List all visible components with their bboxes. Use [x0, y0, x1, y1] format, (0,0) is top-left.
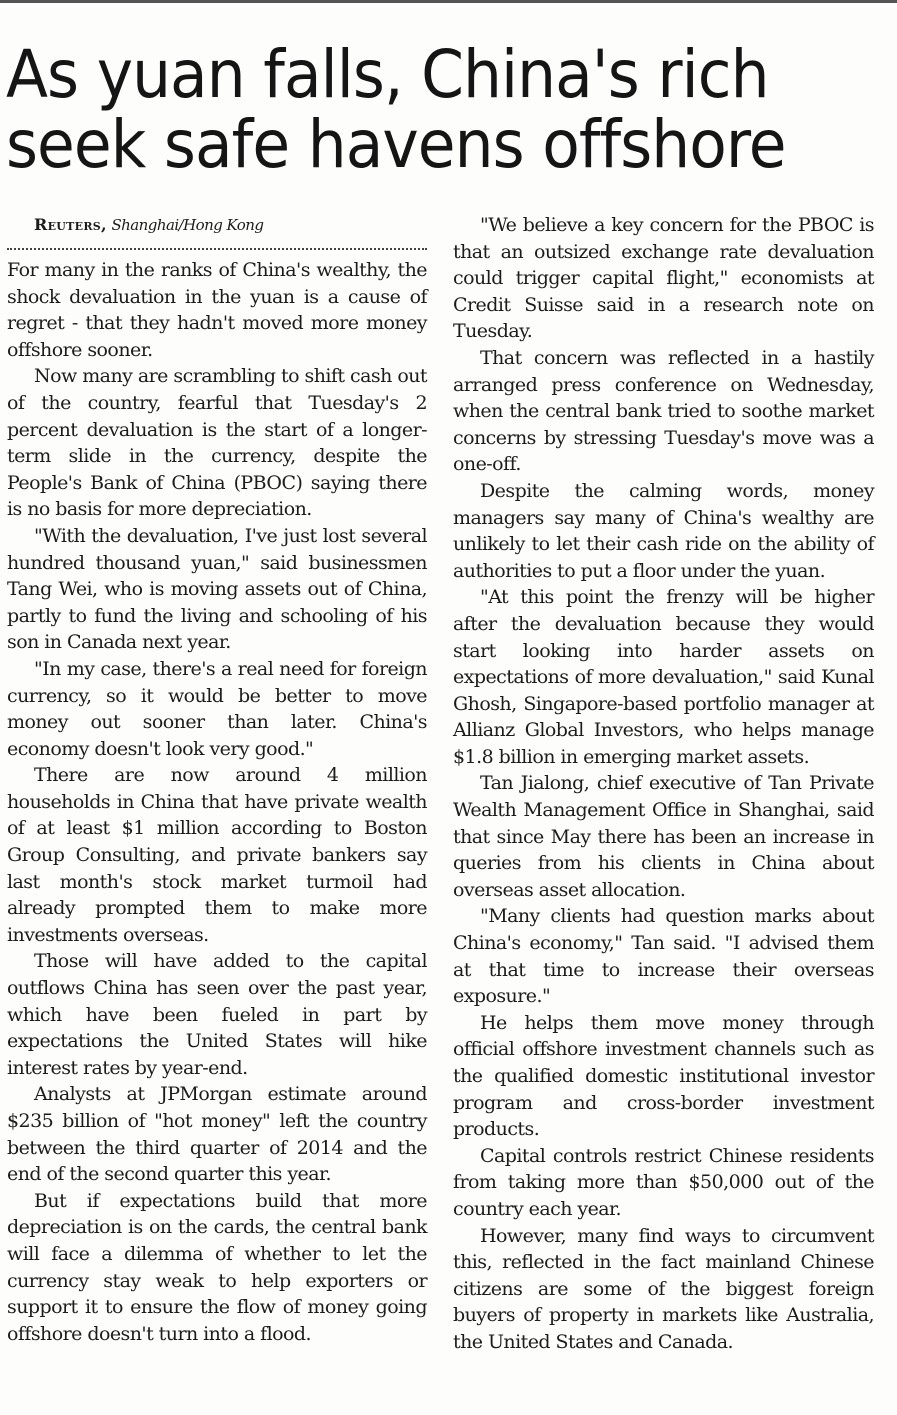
paragraph: Analysts at JPMorgan estimate around $235 billion of "hot money" left the country between the third quarter of 2014 and the end of the second quarter this year.: [7, 1083, 427, 1186]
location: Shanghai/Hong Kong: [111, 216, 264, 234]
paragraph: He helps them move money through official offshore investment channels such as the qualified domestic institutional investor program and cross-border investment products.: [453, 1011, 874, 1141]
headline-line-1: As yuan falls, China's rich: [6, 36, 769, 113]
agency: Reuters,: [34, 215, 107, 234]
dateline: [7, 212, 427, 244]
paragraph: Tan Jialong, chief executive of Tan Private Wealth Management Office in Shanghai, said that since May there has been an increase in queries from his clients in China about overseas asset allocation.: [453, 772, 874, 901]
paragraph: "At this point the frenzy will be higher after the devaluation because they would start looking into harder assets on expectations of more devaluation," said Kunal Ghosh, Singapore-based portfolio manager at Allianz Global Investors, who helps manage $1.8 billion in emerging market assets.: [453, 586, 874, 768]
headline-line-2: seek safe havens offshore: [6, 106, 786, 183]
column-left: [7, 212, 427, 1347]
paragraph: However, many find ways to circumvent this, reflected in the fact mainland Chinese citizens are some of the biggest foreign buyers of property in markets like Australia, the United States and Canada.: [453, 1224, 874, 1353]
paragraph: That concern was reflected in a hastily arranged press conference on Wednesday, when the central bank tried to soothe market concerns by stressing Tuesday's move was a one-off.: [453, 346, 874, 476]
paragraph: "We believe a key concern for the PBOC is that an outsized exchange rate devaluation could trigger capital flight," economists at Credit Suisse said in a research note on Tuesday.: [453, 214, 874, 343]
paragraph: "In my case, there's a real need for foreign currency, so it would be better to move money out sooner than later. China's economy doesn't look very good.": [7, 657, 427, 760]
column-right: [453, 212, 874, 1356]
paragraph: There are now around 4 million households in China that have private wealth of at least $1 million according to Boston Group Consulting, and private bankers say last month's stock market turmoil had already prompted them to make more investments overseas.: [7, 764, 427, 946]
paragraph: "Many clients had question marks about China's economy," Tan said. "I advised them at that time to increase their overseas exposure.": [453, 905, 874, 1008]
paragraph: For many in the ranks of China's wealthy, the shock devaluation in the yuan is a cause of regret - that they hadn't moved more money offshore sooner.: [7, 259, 427, 361]
paragraph: Those will have added to the capital outflows China has seen over the past year, which have been fueled in part by expectations the United States will hike interest rates by year-end.: [7, 950, 427, 1079]
paragraph: But if expectations build that more depreciation is on the cards, the central bank will face a dilemma of whether to let the currency stay weak to help exporters or support it to ensure the flow of money going offshore doesn't turn into a flood.: [7, 1189, 427, 1345]
top-rule: [0, 0, 897, 3]
paragraph: "With the devaluation, I've just lost several hundred thousand yuan," said businessmen Tang Wei, who is moving assets out of China, partly to fund the living and schooling of his son in Canada next year.: [7, 524, 427, 654]
headline: [6, 36, 829, 183]
dotted-rule: [7, 248, 427, 250]
paragraph: Now many are scrambling to shift cash out of the country, fearful that Tuesday's 2 percent devaluation is the start of a longer-term slide in the currency, despite the People's Bank of China (PBOC) saying there is no basis for more depreciation.: [7, 365, 427, 521]
paragraph: Capital controls restrict Chinese residents from taking more than $50,000 out of the country each year.: [453, 1144, 874, 1220]
paragraph: Despite the calming words, money managers say many of China's wealthy are unlikely to let their cash ride on the ability of authorities to put a floor under the yuan.: [453, 479, 874, 582]
